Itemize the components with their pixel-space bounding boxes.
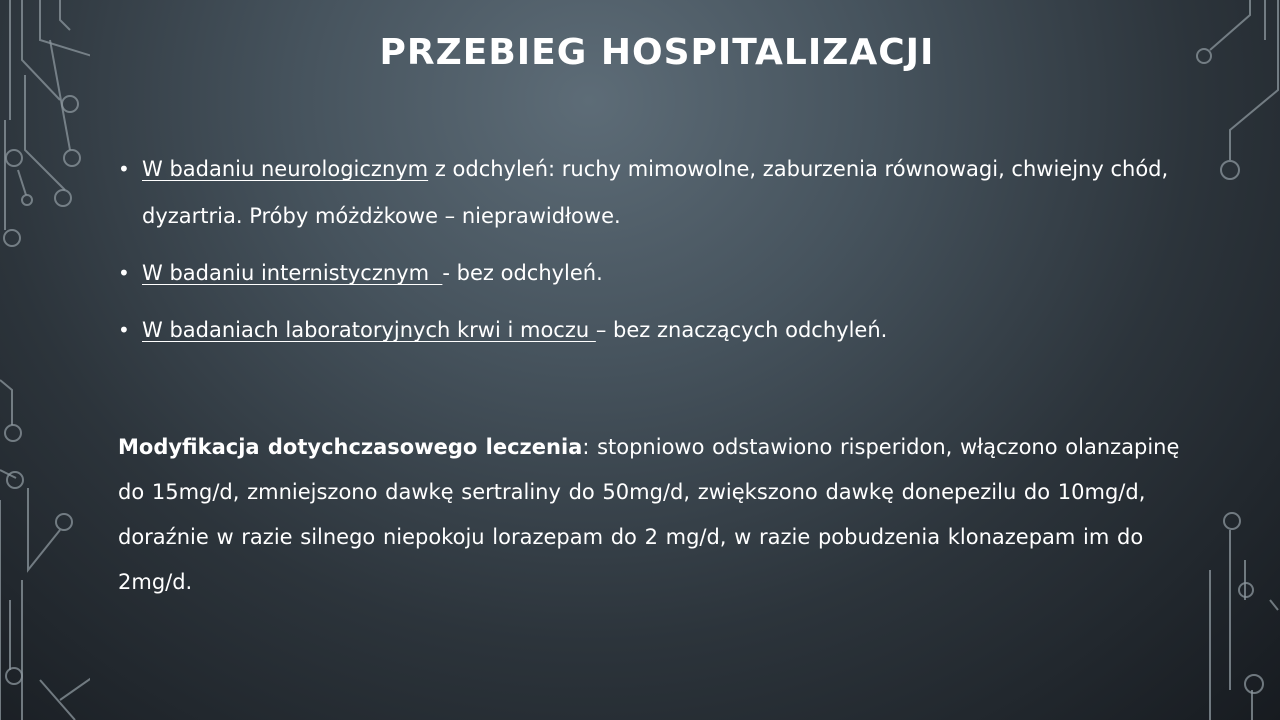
list-item [118, 146, 1208, 240]
bullet-heading: W badaniu internistycznym [142, 261, 443, 285]
bullet-text: z odchyleń: ruchy mimowolne, zaburzenia równowagi, chwiejny chód, dyzartria. Próby móżdżkowe – nieprawidłowe. [142, 157, 1169, 228]
paragraph-heading: Modyfikacja dotychczasowego leczenia [118, 435, 583, 459]
bullet-icon: • [118, 261, 130, 285]
treatment-paragraph [118, 425, 1198, 605]
bullet-icon: • [118, 157, 130, 181]
bullet-heading: W badaniach laboratoryjnych krwi i moczu [142, 318, 596, 342]
bullet-icon: • [118, 318, 130, 342]
findings-list [118, 146, 1208, 364]
paragraph-text: : stopniowo odstawiono risperidon, włączono olanzapinę do 15mg/d, zmniejszono dawkę sertraliny do 50mg/d, zwiększono dawkę donepezilu do 10mg/d, doraźnie w razie silnego niepokoju lorazepam do 2 mg/d, w razie pobudzenia klonazepam im do 2mg/d. [118, 435, 1180, 594]
list-item [118, 307, 1208, 354]
bullet-text: - bez odchyleń. [442, 261, 603, 285]
circuit-pattern-icon [0, 0, 90, 720]
list-item [118, 250, 1208, 297]
bullet-text: – bez znaczących odchyleń. [595, 318, 888, 342]
slide-title: PRZEBIEG HOSPITALIZACJI [379, 32, 935, 73]
bullet-heading: W badaniu neurologicznym [142, 157, 429, 181]
